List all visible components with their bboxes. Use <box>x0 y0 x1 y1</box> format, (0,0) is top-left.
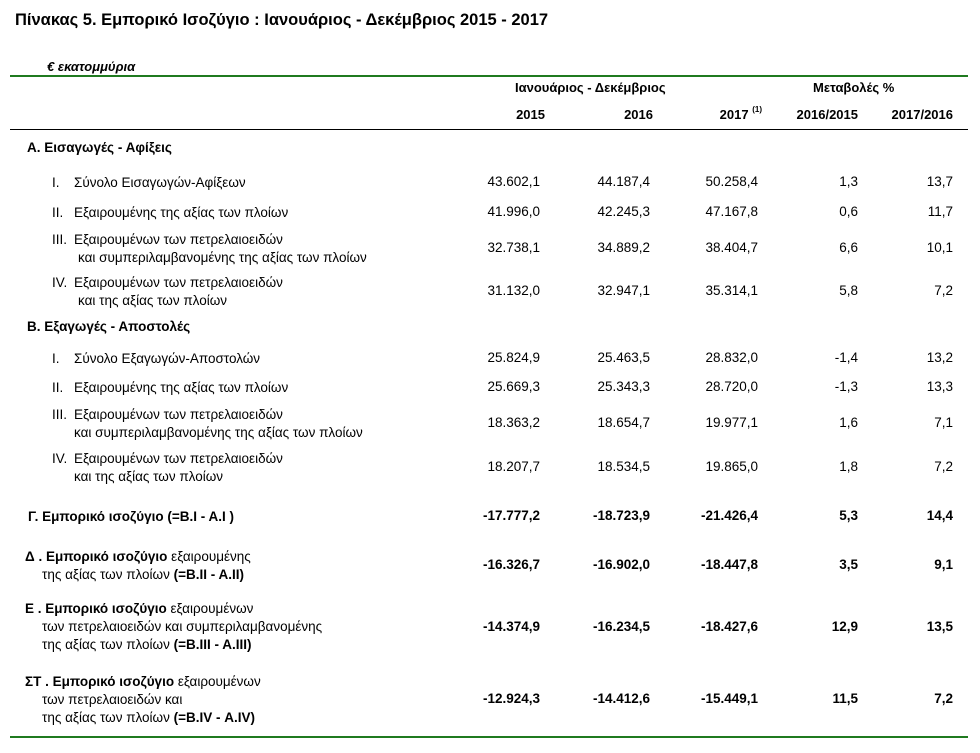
header-col-2016: 2016 <box>624 107 653 122</box>
page-title: Πίνακας 5. Εμπορικό Ισοζύγιο : Ιανουάριος - Δεκέμβριος 2015 - 2017 <box>15 11 549 29</box>
section-imports-title: Α. Εισαγωγές - Αφίξεις <box>27 140 172 155</box>
header-col-2017: 2017 $^{(1)}$ <box>719 105 762 122</box>
footnote-marker: (1) <box>752 105 762 114</box>
bottom-rule <box>10 736 968 738</box>
top-rule <box>10 75 968 77</box>
unit-label: € εκατομμύρια <box>47 59 136 74</box>
header-col-change-2017-2016: 2017/2016 <box>891 107 953 122</box>
header-group-changes: Μεταβολές % <box>813 80 895 95</box>
header-group-period: Ιανουάριος - Δεκέμβριος <box>515 80 666 95</box>
header-rule <box>10 129 968 130</box>
header-col-2015: 2015 <box>516 107 545 122</box>
section-exports-title: Β. Εξαγωγές - Αποστολές <box>27 319 191 334</box>
header-col-change-2016-2015: 2016/2015 <box>796 107 858 122</box>
